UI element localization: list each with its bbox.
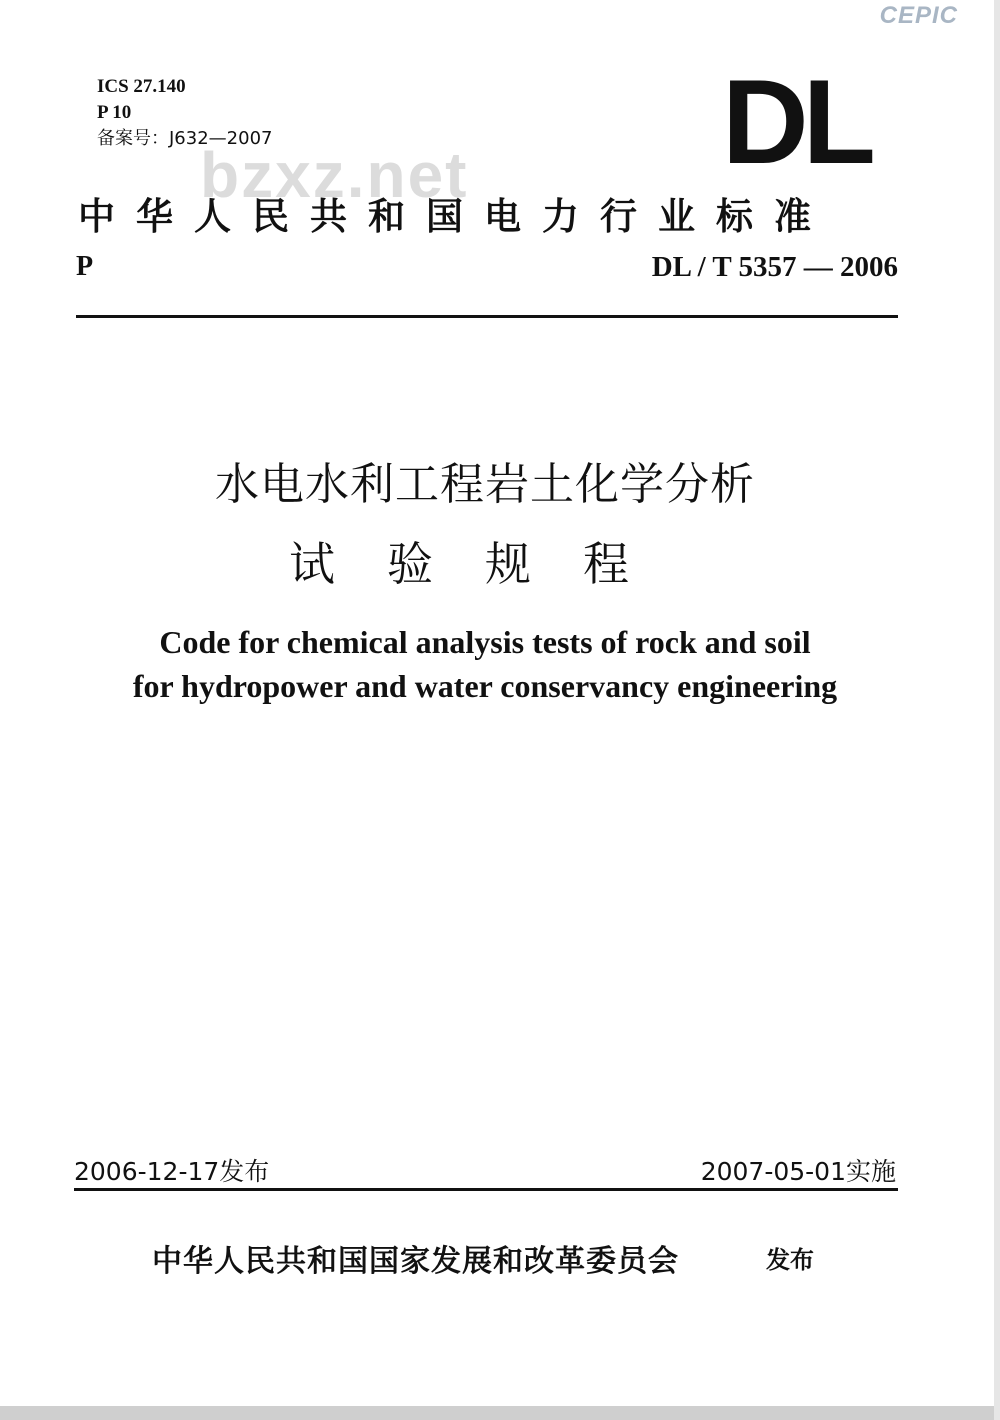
title-en-line2: for hydropower and water conservancy engineering [132, 668, 838, 704]
publisher-name: 中华人民共和国国家发展和改革委员会 [152, 1244, 679, 1279]
record-number: 备案号：J632—2007 [97, 128, 273, 149]
title-en-line1: Code for chemical analysis tests of rock and soil [159, 624, 811, 660]
watermark: bzxz.net [200, 139, 469, 211]
scan-bottom-edge [0, 1406, 1000, 1420]
ccs-code: P 10 [97, 102, 132, 123]
issue-date: 2006-12-17发布 [74, 1157, 270, 1186]
scan-right-edge [994, 0, 1000, 1420]
category-letter: P [76, 251, 94, 282]
standard-number: DL / T 5357 — 2006 [651, 251, 898, 283]
footer-divider [74, 1188, 898, 1191]
ics-code: ICS 27.140 [97, 76, 186, 97]
title-cn-line2: 试验规程 [289, 537, 681, 591]
title-cn-line1: 水电水利工程岩土化学分析 [215, 459, 755, 510]
title-en [0, 620, 970, 708]
publish-action: 发布 [766, 1245, 814, 1274]
header-divider [76, 315, 898, 318]
implementation-date: 2007-05-01实施 [700, 1157, 896, 1186]
dl-logo: DL [722, 55, 870, 189]
standard-type-line: 中华人民共和国电力行业标准 [78, 194, 832, 238]
cepic-corner-mark: CEPIC [879, 2, 958, 29]
